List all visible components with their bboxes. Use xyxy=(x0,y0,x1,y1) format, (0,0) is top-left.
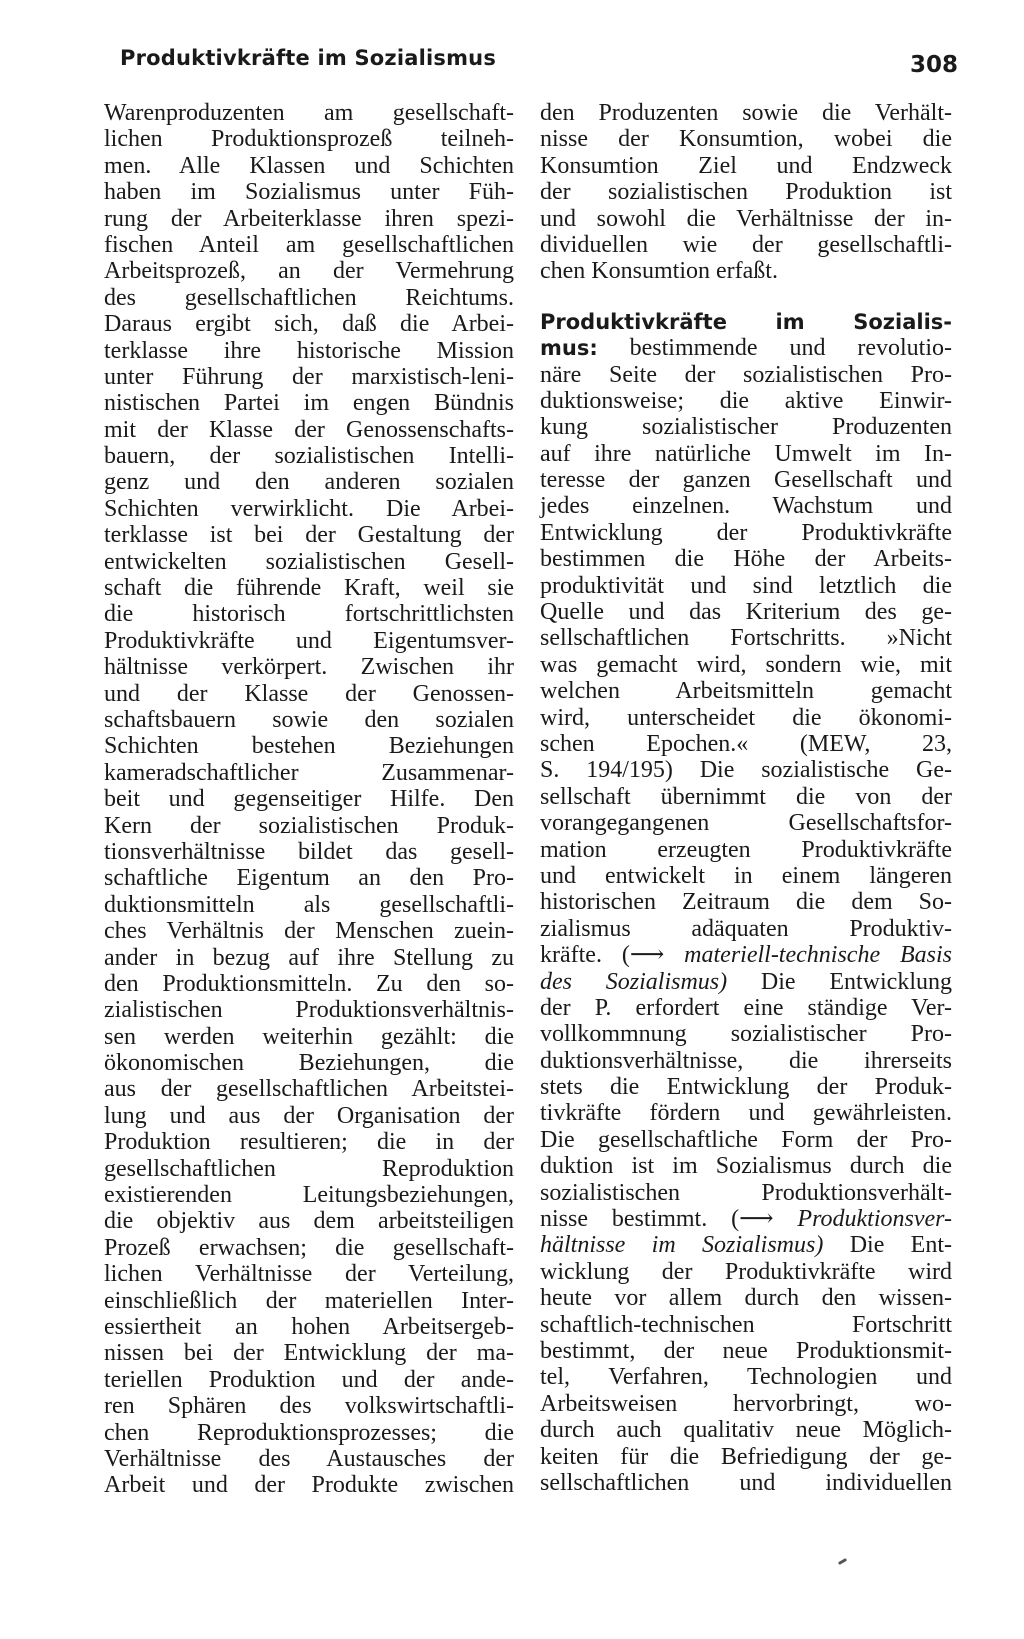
text-line: Daraus ergibt sich, daß die Arbei- xyxy=(104,311,514,338)
text-line: zialistischen Produktionsverhältnis- xyxy=(104,997,514,1024)
text-line: kung sozialistischer Produzenten xyxy=(540,414,952,441)
cross-reference: Produktionsver- xyxy=(773,1206,952,1233)
text-line: und sowohl die Verhältnisse der in- xyxy=(540,205,952,232)
text-line: sozialistischen Produktionsverhält- xyxy=(540,1179,952,1206)
text-line: wicklung der Produktivkräfte wird xyxy=(540,1258,952,1285)
text-line: schaftlich-technischen Fortschritt xyxy=(540,1311,952,1338)
text-line: duktionsweise; die aktive Einwir- xyxy=(540,387,952,414)
text-line xyxy=(540,309,952,335)
text-line: schaftliche Eigentum an den Pro- xyxy=(104,865,514,892)
text-line: S. 194/195) Die sozialistische Ge- xyxy=(540,757,952,784)
text-line: terklasse ist bei der Gestaltung der xyxy=(104,522,514,549)
running-header-title: Produktivkräfte im Sozialismus xyxy=(120,46,497,70)
text-line: und der Klasse der Genossen- xyxy=(104,680,514,707)
text-line: ökonomischen Beziehungen, die xyxy=(104,1050,514,1077)
cross-reference: hältnisse im Sozialismus) xyxy=(540,1232,824,1259)
text-line: terklasse ihre historische Mission xyxy=(104,337,514,364)
text-line: nisse der Konsumtion, wobei die xyxy=(540,126,952,153)
text-line: wird, unterscheidet die ökonomi- xyxy=(540,704,952,731)
text-line: Schichten bestehen Beziehungen xyxy=(104,733,514,760)
text-line: stets die Entwicklung der Produk- xyxy=(540,1074,952,1101)
text-line: Entwicklung der Produktivkräfte xyxy=(540,519,952,546)
entry-produktivkraefte xyxy=(540,309,952,1497)
text-line: auf ihre natürliche Umwelt im In- xyxy=(540,440,952,467)
text-line: men. Alle Klassen und Schichten xyxy=(104,152,514,179)
text-line: mit der Klasse der Genossenschafts- xyxy=(104,416,514,443)
cross-reference-arrow: ⟶ xyxy=(739,1206,774,1233)
text-line: duktionsverhältnisse, die ihrerseits xyxy=(540,1047,952,1074)
text-line: jedes einzelnen. Wachstum und xyxy=(540,493,952,520)
text-line: schaftsbauern sowie den sozialen xyxy=(104,706,514,733)
text-line: rung der Arbeiterklasse ihren spezi- xyxy=(104,205,514,232)
text-line: sellschaftlichen und individuellen xyxy=(540,1469,952,1496)
text-line: die objektiv aus dem arbeitsteiligen xyxy=(104,1208,514,1235)
text-line: des gesellschaftlichen Reichtums. xyxy=(104,284,514,311)
cross-reference: des Sozialismus) xyxy=(540,968,728,995)
text-line: Schichten verwirklicht. Die Arbei- xyxy=(104,495,514,522)
text-line: produktivität und sind letztlich die xyxy=(540,572,952,599)
text-line: den Produzenten sowie die Verhält- xyxy=(540,100,952,126)
text-line: genz und den anderen sozialen xyxy=(104,469,514,496)
text-line: bauern, der sozialistischen Intelli- xyxy=(104,443,514,470)
text-line: Produktivkräfte und Eigentumsver- xyxy=(104,627,514,654)
text-line: essiertheit an hohen Arbeitsergeb- xyxy=(104,1313,514,1340)
text-line: Warenproduzenten am gesellschaft- xyxy=(104,100,514,126)
text-line: schen Epochen.« (MEW, 23, xyxy=(540,730,952,757)
text-line: dividuellen wie der gesellschaftli- xyxy=(540,231,952,258)
text-line: schaft die führende Kraft, weil sie xyxy=(104,575,514,602)
text-line: entwickelten sozialistischen Gesell- xyxy=(104,548,514,575)
text-line: ren Sphären des volkswirtschaftli- xyxy=(104,1393,514,1420)
text-line: beit und gegenseitiger Hilfe. Den xyxy=(104,786,514,813)
text-line: der P. erfordert eine ständige Ver- xyxy=(540,994,952,1021)
entry-separator xyxy=(540,285,952,309)
text-line: hältnisse im Sozialismus) Die Ent- xyxy=(540,1232,952,1259)
text-line: tel, Verfahren, Technologien und xyxy=(540,1364,952,1391)
text-line: unter Führung der marxistisch-leni- xyxy=(104,363,514,390)
text-line: hältnisse verkörpert. Zwischen ihr xyxy=(104,654,514,681)
text-line: die historisch fortschrittlichsten xyxy=(104,601,514,628)
previous-entry-continuation xyxy=(540,100,952,285)
text-line: näre Seite der sozialistischen Pro- xyxy=(540,361,952,388)
text-line: kräfte. (⟶ materiell-technische Basis xyxy=(540,942,953,969)
text-line: Arbeitsprozeß, an der Vermehrung xyxy=(104,258,514,285)
text-line: mus: bestimmende und revolutio- xyxy=(540,335,952,362)
text-line: welchen Arbeitsmitteln gemacht xyxy=(540,678,952,705)
text-line: haben im Sozialismus unter Füh- xyxy=(104,179,514,206)
right-column xyxy=(540,100,952,1496)
cross-reference-arrow: ⟶ xyxy=(629,942,665,969)
text-line: einschließlich der materiellen Inter- xyxy=(104,1287,514,1314)
text-line: aus der gesellschaftlichen Arbeitstei- xyxy=(104,1076,514,1103)
text-line: vorangegangenen Gesellschaftsfor- xyxy=(540,810,952,837)
text-line: Arbeitsweisen hervorbringt, wo- xyxy=(540,1390,952,1417)
text-line: lichen Verhältnisse der Verteilung, xyxy=(104,1261,514,1288)
text-line: bestimmt, der neue Produktionsmit- xyxy=(540,1337,952,1364)
text-line: fischen Anteil am gesellschaftlichen xyxy=(104,231,514,258)
text-line: tivkräfte fördern und gewährleisten. xyxy=(540,1100,952,1127)
text-line: bestimmen die Höhe der Arbeits- xyxy=(540,546,952,573)
page-number: 308 xyxy=(909,52,958,78)
text-line: teriellen Produktion und der ande- xyxy=(104,1366,514,1393)
entry-term: mus: xyxy=(540,336,598,361)
text-line: nissen bei der Entwicklung der ma- xyxy=(104,1340,514,1367)
text-line: vollkommnung sozialistischer Pro- xyxy=(540,1021,952,1048)
text-line: Arbeit und der Produkte zwischen xyxy=(104,1472,514,1499)
text-line: Konsumtion Ziel und Endzweck xyxy=(540,152,952,179)
text-line: sen werden weiterhin gezählt: die xyxy=(104,1023,514,1050)
text-line: historischen Zeitraum die dem So- xyxy=(540,889,952,916)
text-line: duktionsmitteln als gesellschaftli- xyxy=(104,891,514,918)
text-line: mation erzeugten Produktivkräfte xyxy=(540,836,952,863)
text-line: lichen Produktionsprozeß teilneh- xyxy=(104,126,514,153)
text-line: chen Konsumtion erfaßt. xyxy=(540,258,778,285)
print-speck xyxy=(838,1558,847,1565)
text-line: duktion ist im Sozialismus durch die xyxy=(540,1153,952,1180)
text-line: der sozialistischen Produktion ist xyxy=(540,179,952,206)
text-line: den Produktionsmitteln. Zu den so- xyxy=(104,970,514,997)
text-line: keiten für die Befriedigung der ge- xyxy=(540,1443,952,1470)
text-line: gesellschaftlichen Reproduktion xyxy=(104,1155,514,1182)
text-line: Quelle und das Kriterium des ge- xyxy=(540,599,952,626)
text-line: ches Verhältnis der Menschen zuein- xyxy=(104,918,514,945)
text-line: sellschaft übernimmt die von der xyxy=(540,783,952,810)
text-line: tionsverhältnisse bildet das gesell- xyxy=(104,838,514,865)
text-line: Kern der sozialistischen Produk- xyxy=(104,812,514,839)
cross-reference: materiell-technische Basis xyxy=(664,942,953,969)
text-line: des Sozialismus) Die Entwicklung xyxy=(540,968,952,995)
text-line: chen Reproduktionsprozesses; die xyxy=(104,1419,514,1446)
entry-term: Produktivkräfte im Sozialis- xyxy=(540,309,952,334)
text-line: Verhältnisse des Austausches der xyxy=(104,1445,514,1472)
text-line: lung und aus der Organisation der xyxy=(104,1102,514,1129)
text-line: nisse bestimmt. (⟶ Produktionsver- xyxy=(540,1206,952,1233)
text-line: zialismus adäquaten Produktiv- xyxy=(540,915,952,942)
text-line: und entwickelt in einem längeren xyxy=(540,862,952,889)
text-line: sellschaftlichen Fortschritts. »Nicht xyxy=(540,625,952,652)
text-line: Die gesellschaftliche Form der Pro- xyxy=(540,1126,952,1153)
text-line: existierenden Leitungsbeziehungen, xyxy=(104,1182,514,1209)
text-line: Produktion resultieren; die in der xyxy=(104,1129,514,1156)
left-column xyxy=(104,100,514,1499)
text-line: Prozeß erwachsen; die gesellschaft- xyxy=(104,1234,514,1261)
text-line: durch auch qualitativ neue Möglich- xyxy=(540,1417,952,1444)
text-line: was gemacht wird, sondern wie, mit xyxy=(540,651,952,678)
text-line: nistischen Partei im engen Bündnis xyxy=(104,390,514,417)
text-line: ander in bezug auf ihre Stellung zu xyxy=(104,944,514,971)
text-line: teresse der ganzen Gesellschaft und xyxy=(540,467,952,494)
text-line: kameradschaftlicher Zusammenar- xyxy=(104,759,514,786)
text-line: heute vor allem durch den wissen- xyxy=(540,1285,952,1312)
